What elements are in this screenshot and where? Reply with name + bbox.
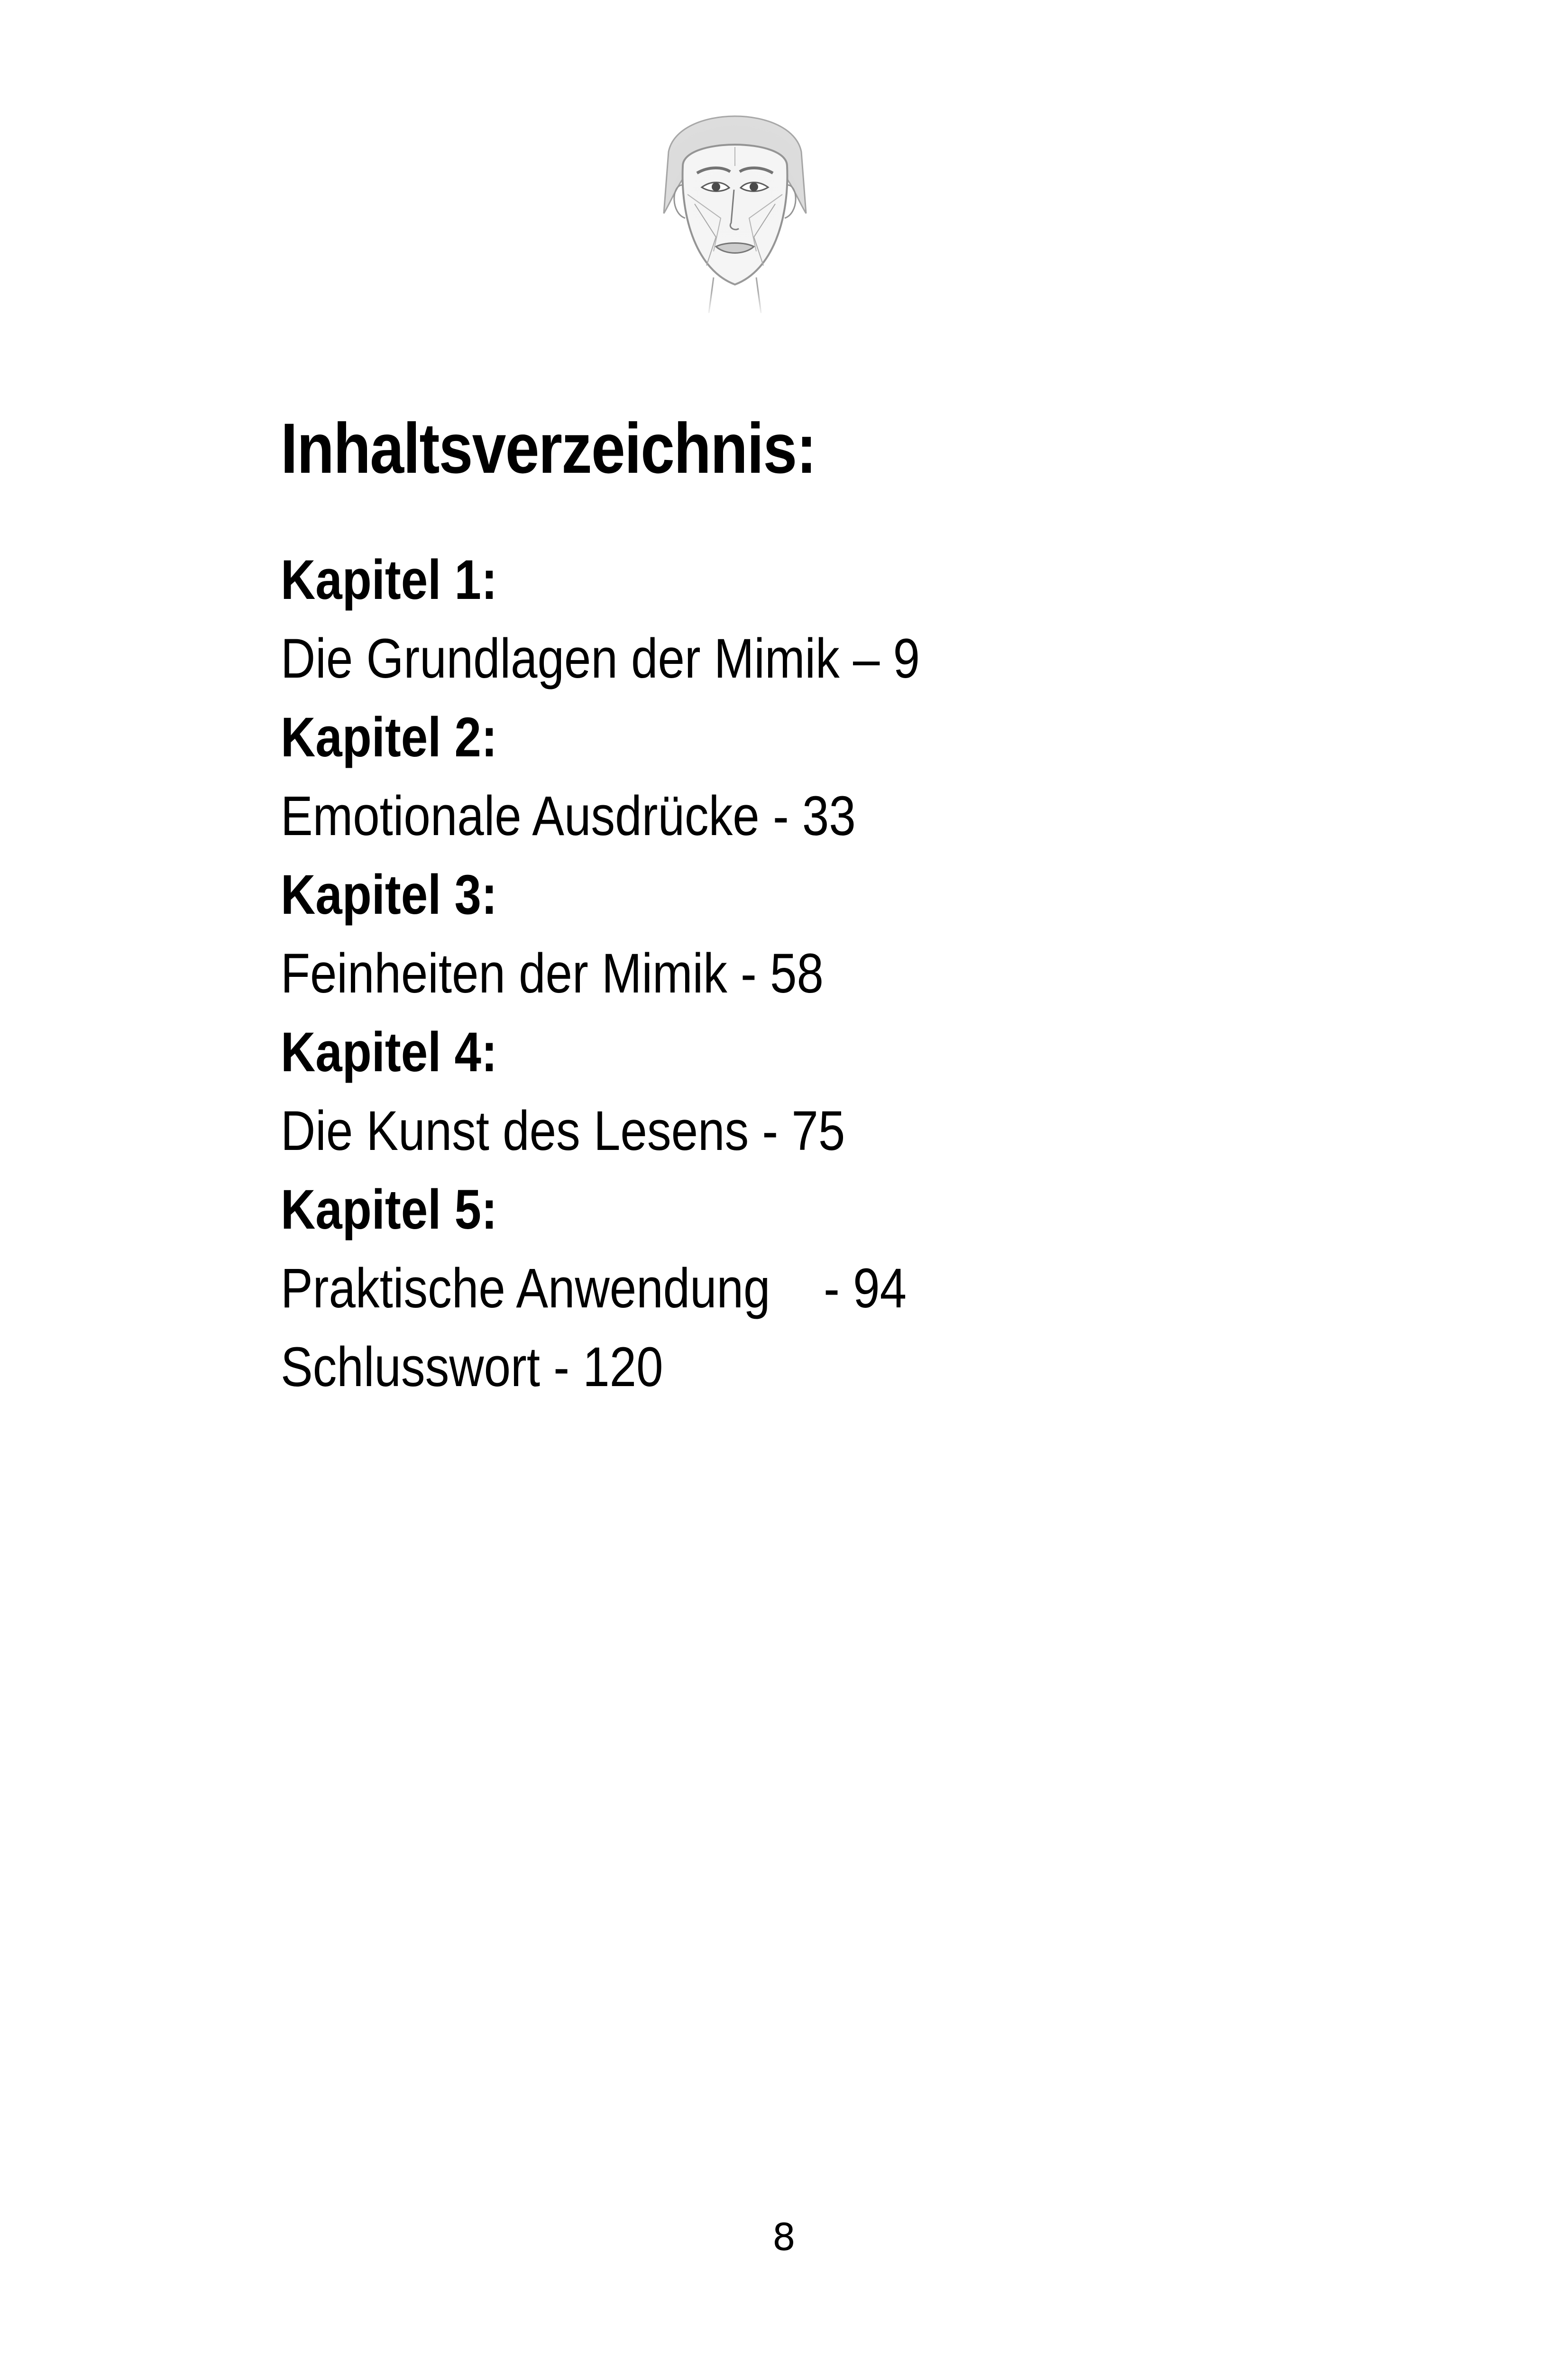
chapter-title: Emotionale Ausdrücke - 33 <box>281 785 856 847</box>
chapter-label: Kapitel 2: <box>281 706 497 769</box>
chapter-label: Kapitel 5: <box>281 1178 497 1241</box>
chapter-label: Kapitel 4: <box>281 1021 497 1084</box>
chapter-label: Kapitel 3: <box>281 864 497 926</box>
chapter-label: Kapitel 1: <box>281 549 497 611</box>
table-of-contents <box>281 408 1371 1406</box>
chapter-title: Die Grundlagen der Mimik – 9 <box>281 627 920 690</box>
face-sketch-icon <box>612 95 858 313</box>
closing-entry: Schlusswort - 120 <box>281 1336 663 1398</box>
toc-title: Inhaltsverzeichnis: <box>281 408 816 488</box>
toc-entries <box>281 541 1371 1406</box>
chapter-title: Feinheiten der Mimik - 58 <box>281 942 824 1005</box>
chapter-title: Die Kunst des Lesens - 75 <box>281 1100 845 1162</box>
chapter-title: Praktische Anwendung - 94 <box>281 1257 907 1320</box>
page-number: 8 <box>772 2216 796 2259</box>
